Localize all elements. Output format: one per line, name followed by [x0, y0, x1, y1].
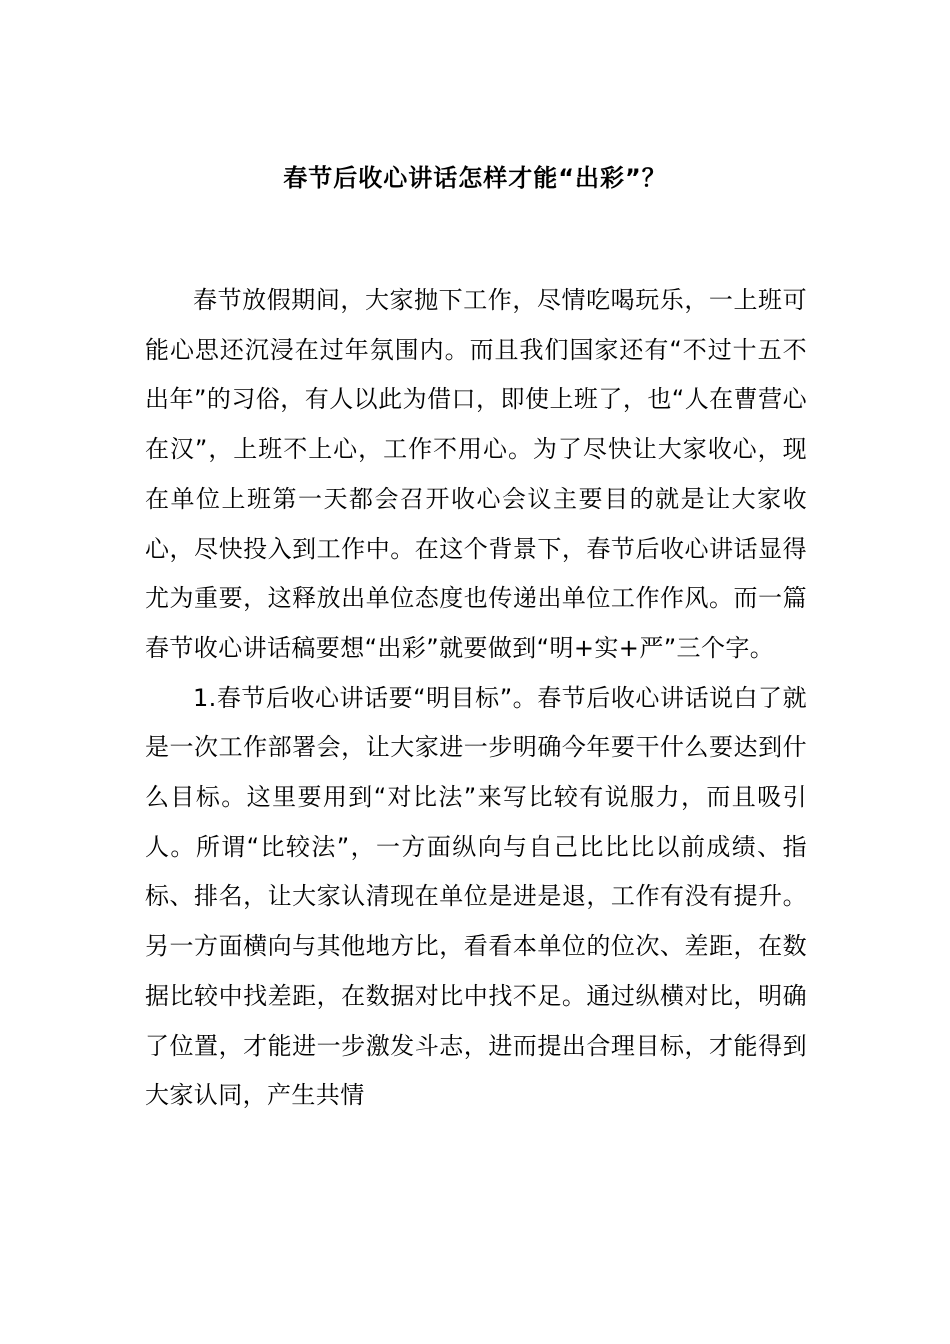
- document-body: [145, 276, 807, 1121]
- body-paragraph-point-1: 1.春节后收心讲话要“明目标”。春节后收心讲话说白了就是一次工作部署会，让大家进一步明确今年要干什么要达到什么目标。这里要用到“对比法”来写比较有说服力，而且吸引人。所谓“比较法”，一方面纵向与自己比比比以前成绩、指标、排名，让大家认清现在单位是进是退，工作有没有提升。另一方面横向与其他地方比，看看本单位的位次、差距，在数据比较中找差距，在数据对比中找不足。通过纵横对比，明确了位置，才能进一步激发斗志，进而提出合理目标，才能得到大家认同，产生共情: [145, 683, 807, 1110]
- document-title: 春节后收心讲话怎样才能“出彩”？: [283, 164, 667, 192]
- body-paragraph-intro: 春节放假期间，大家抛下工作，尽情吃喝玩乐，一上班可能心思还沉浸在过年氛围内。而且我们国家还有“不过十五不出年”的习俗，有人以此为借口，即使上班了，也“人在曹营心在汉”，上班不上心，工作不用心。为了尽快让大家收心，现在单位上班第一天都会召开收心会议主要目的就是让大家收心，尽快投入到工作中。在这个背景下，春节后收心讲话显得尤为重要，这释放出单位态度也传递出单位工作作风。而一篇春节收心讲话稿要想“出彩”就要做到“明+实+严”三个字。: [145, 286, 807, 662]
